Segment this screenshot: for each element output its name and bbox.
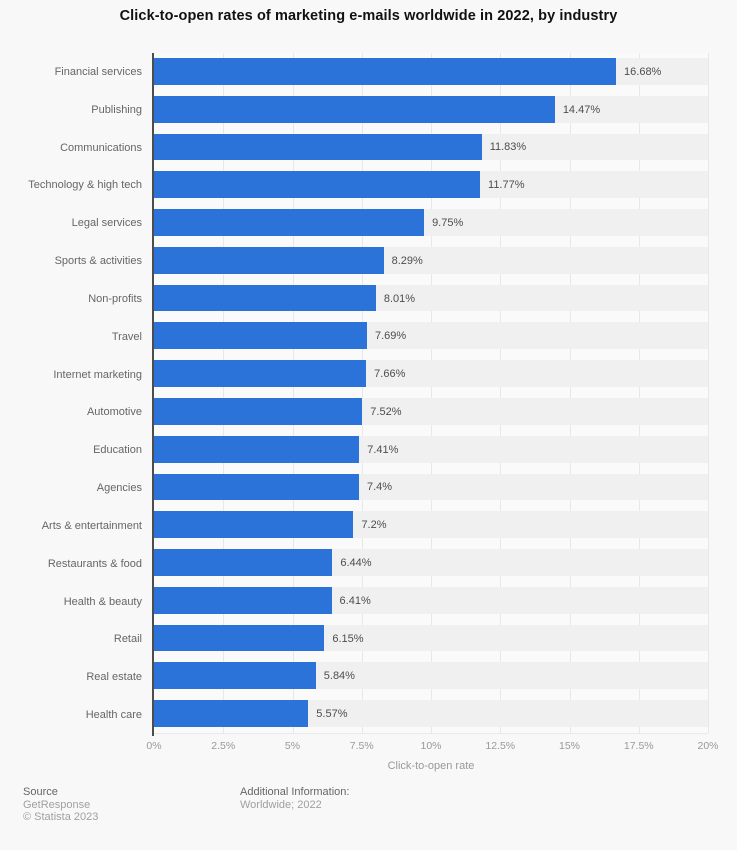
bar (154, 96, 555, 123)
copyright: © Statista 2023 (23, 811, 99, 823)
x-tick-label: 20% (697, 740, 719, 752)
value-label: 7.2% (361, 519, 387, 532)
category-label: Communications (60, 141, 142, 154)
x-tick-label: 10% (420, 740, 442, 752)
value-label: 11.77% (488, 179, 525, 192)
bar-row (154, 204, 708, 242)
bar-row (154, 91, 708, 129)
bar-track (154, 436, 708, 463)
category-label: Legal services (71, 217, 142, 230)
bar (154, 398, 362, 425)
bar-track (154, 171, 708, 198)
x-axis-title: Click-to-open rate (387, 760, 475, 772)
bar-row (154, 695, 708, 733)
bar-row (154, 280, 708, 318)
bar-track (154, 662, 708, 689)
bar-row (154, 53, 708, 91)
category-label: Sports & activities (54, 255, 142, 268)
bar (154, 171, 480, 198)
x-tick-label: 17.5% (623, 740, 654, 752)
bar-row (154, 166, 708, 204)
category-label: Retail (113, 633, 142, 646)
value-label: 5.57% (316, 708, 348, 721)
x-axis-ticks (146, 740, 719, 754)
value-label: 7.69% (375, 330, 407, 343)
bar-track (154, 625, 708, 652)
bar (154, 134, 482, 161)
footer-source (23, 786, 98, 824)
bar-track (154, 322, 708, 349)
category-label: Non-profits (88, 292, 142, 305)
bar-track (154, 360, 708, 387)
source-label: Source (23, 786, 58, 798)
bar (154, 247, 384, 274)
bar-track (154, 96, 708, 123)
x-tick-label: 12.5% (485, 740, 516, 752)
category-label: Financial services (54, 65, 142, 78)
additional-info-value: Worldwide; 2022 (240, 798, 322, 811)
bar-row (154, 469, 708, 507)
x-tick-label: 0% (146, 740, 162, 752)
bar-track (154, 398, 708, 425)
category-label: Automotive (86, 406, 142, 419)
bar (154, 474, 359, 501)
value-label: 7.4% (366, 481, 393, 494)
bar (154, 511, 353, 538)
bar-row (154, 355, 708, 393)
bar (154, 587, 332, 614)
chart-title: Click-to-open rates of marketing e-mails worldwide in 2022, by industry (119, 8, 618, 24)
category-label: Publishing (91, 103, 142, 116)
value-label: 11.83% (489, 141, 527, 154)
footer-additional-info (240, 786, 349, 811)
value-label: 8.01% (383, 292, 416, 305)
source-name: GetResponse (23, 798, 91, 811)
bar (154, 285, 376, 312)
bar-track (154, 209, 708, 236)
bar (154, 549, 332, 576)
category-label: Restaurants & food (47, 557, 142, 570)
x-tick-label: 7.5% (349, 740, 374, 752)
bar-row (154, 620, 708, 658)
gridline (708, 53, 709, 733)
category-label: Technology & high tech (28, 179, 142, 192)
bar-track (154, 549, 708, 576)
bar (154, 209, 424, 236)
category-label: Health care (85, 709, 142, 722)
bar-track (154, 474, 708, 501)
bar-row (154, 242, 708, 280)
category-label: Real estate (86, 671, 142, 684)
bar (154, 360, 366, 387)
bar-row (154, 431, 708, 469)
bar-track (154, 285, 708, 312)
value-label: 9.75% (432, 216, 464, 229)
additional-info-label: Additional Information: (240, 786, 350, 798)
category-label: Internet marketing (53, 368, 142, 381)
x-tick-label: 2.5% (211, 740, 236, 752)
bar-row (154, 506, 708, 544)
bar-track (154, 134, 708, 161)
bar-row (154, 393, 708, 431)
value-label: 6.15% (332, 632, 364, 645)
category-label: Agencies (96, 482, 142, 495)
bar-track (154, 587, 708, 614)
bar-row (154, 582, 708, 620)
value-label: 7.66% (374, 368, 406, 381)
bar (154, 436, 359, 463)
value-label: 8.29% (391, 254, 423, 267)
value-label: 7.41% (367, 443, 399, 456)
bar-row (154, 129, 708, 167)
value-label: 14.47% (562, 103, 601, 116)
bar-row (154, 317, 708, 355)
category-label: Health & beauty (63, 595, 142, 608)
value-label: 6.44% (340, 556, 372, 569)
plot-area (154, 53, 708, 734)
x-tick-label: 5% (284, 740, 301, 752)
bar (154, 700, 308, 727)
category-axis (0, 53, 142, 734)
bar-track (154, 247, 708, 274)
x-tick-label: 15% (558, 740, 581, 752)
value-label: 5.84% (323, 670, 355, 683)
bar (154, 625, 324, 652)
bar (154, 322, 367, 349)
bar-track (154, 700, 708, 727)
bar-track (154, 511, 708, 538)
value-label: 16.68% (624, 65, 662, 78)
value-label: 6.41% (339, 594, 371, 607)
bar-row (154, 544, 708, 582)
category-label: Travel (111, 330, 142, 343)
bar-row (154, 657, 708, 695)
value-label: 7.52% (370, 405, 402, 418)
category-label: Education (93, 444, 142, 457)
category-label: Arts & entertainment (41, 519, 142, 532)
bar (154, 58, 616, 85)
bar (154, 662, 316, 689)
